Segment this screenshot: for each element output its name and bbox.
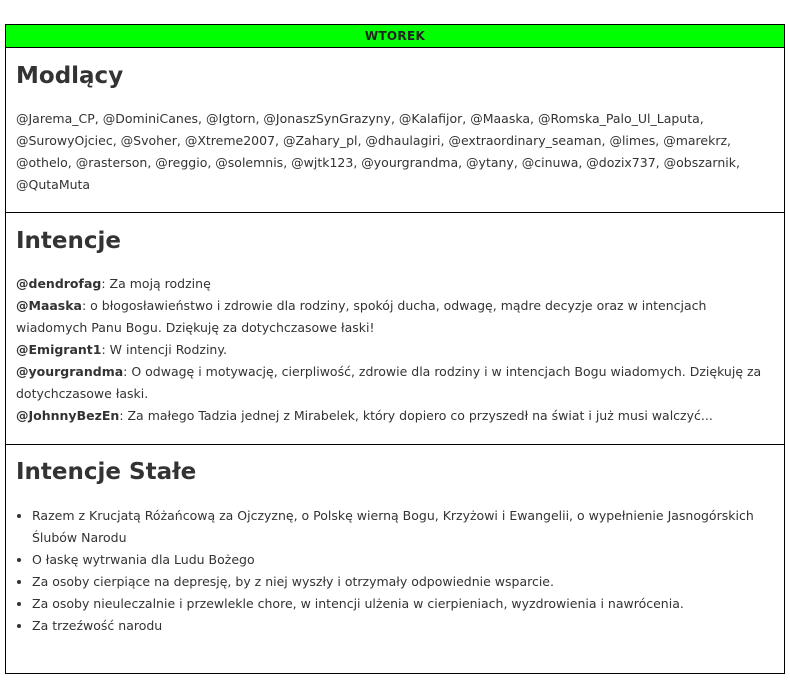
- praying-section: [6, 48, 784, 213]
- fixed-intentions-list: [16, 505, 774, 637]
- fixed-intention-item: • O łaskę wytrwania dla Ludu Bożego: [32, 549, 774, 571]
- intention-item: [16, 339, 774, 361]
- day-table: [5, 24, 785, 674]
- intention-text: : Za małego Tadzia jednej z Mirabelek, który dopiero co przyszedł na świat i już musi walczyć...: [119, 408, 713, 423]
- intention-text: : O odwagę i motywację, cierpliwość, zdrowie dla rodziny i w intencjach Bogu wiadomych. Dziękuję za dotychczasowe łaski.: [16, 364, 762, 401]
- fixed-intentions-title: Intencje Stałe: [16, 459, 197, 485]
- intention-item: [16, 361, 774, 405]
- intentions-title: Intencje: [16, 228, 122, 254]
- intention-item: [16, 295, 774, 339]
- fixed-intention-item: • Razem z Krucjatą Różańcową za Ojczyznę, o Polskę wierną Bogu, Krzyżowi i Ewangelii, o wypełnienie Jasnogórskich Ślubów Narodu: [32, 505, 774, 549]
- intention-text: : W intencji Rodziny.: [101, 342, 227, 357]
- intentions-list: [16, 273, 774, 427]
- intention-user[interactable]: @yourgrandma: [16, 364, 124, 379]
- praying-users: @Jarema_CP, @DominiCanes, @Igtorn, @JonaszSynGrazyny, @Kalafijor, @Maaska, @Romska_Palo_Ul_Laputa, @SurowyOjciec, @Svoher, @Xtreme2007, @Zahary_pl, @dhaulagiri, @extraordinary_seaman, @limes, @marekrz, @othelo, @rasterson, @reggio, @solemnis, @wjtk123, @yourgrandma, @ytany, @cinuwa, @dozix737, @obszarnik, @QutaMuta: [16, 111, 740, 192]
- intention-item: [16, 273, 774, 295]
- intention-user[interactable]: @Maaska: [16, 298, 82, 313]
- fixed-intention-item: • Za osoby cierpiące na depresję, by z niej wyszły i otrzymały odpowiednie wsparcie.: [32, 571, 774, 593]
- fixed-intentions-section: [6, 445, 784, 673]
- praying-title: Modlący: [16, 63, 124, 89]
- intention-user[interactable]: @dendrofag: [16, 276, 102, 291]
- intention-user[interactable]: @JohnnyBezEn: [16, 408, 120, 423]
- intention-text: : o błogosławieństwo i zdrowie dla rodziny, spokój ducha, odwagę, mądre decyzje oraz w intencjach wiadomych Panu Bogu. Dziękuję za dotychczasowe łaski!: [16, 298, 707, 335]
- intention-text: : Za moją rodzinę: [101, 276, 211, 291]
- fixed-intention-item: • Za trzeźwość narodu: [32, 615, 774, 637]
- intention-user[interactable]: @Emigrant1: [16, 342, 102, 357]
- day-header: WTOREK: [6, 25, 784, 48]
- intentions-section: [6, 213, 784, 445]
- intention-item: [16, 405, 774, 427]
- fixed-intention-item: • Za osoby nieuleczalnie i przewlekle chore, w intencji ulżenia w cierpieniach, wyzdrowienia i nawrócenia.: [32, 593, 774, 615]
